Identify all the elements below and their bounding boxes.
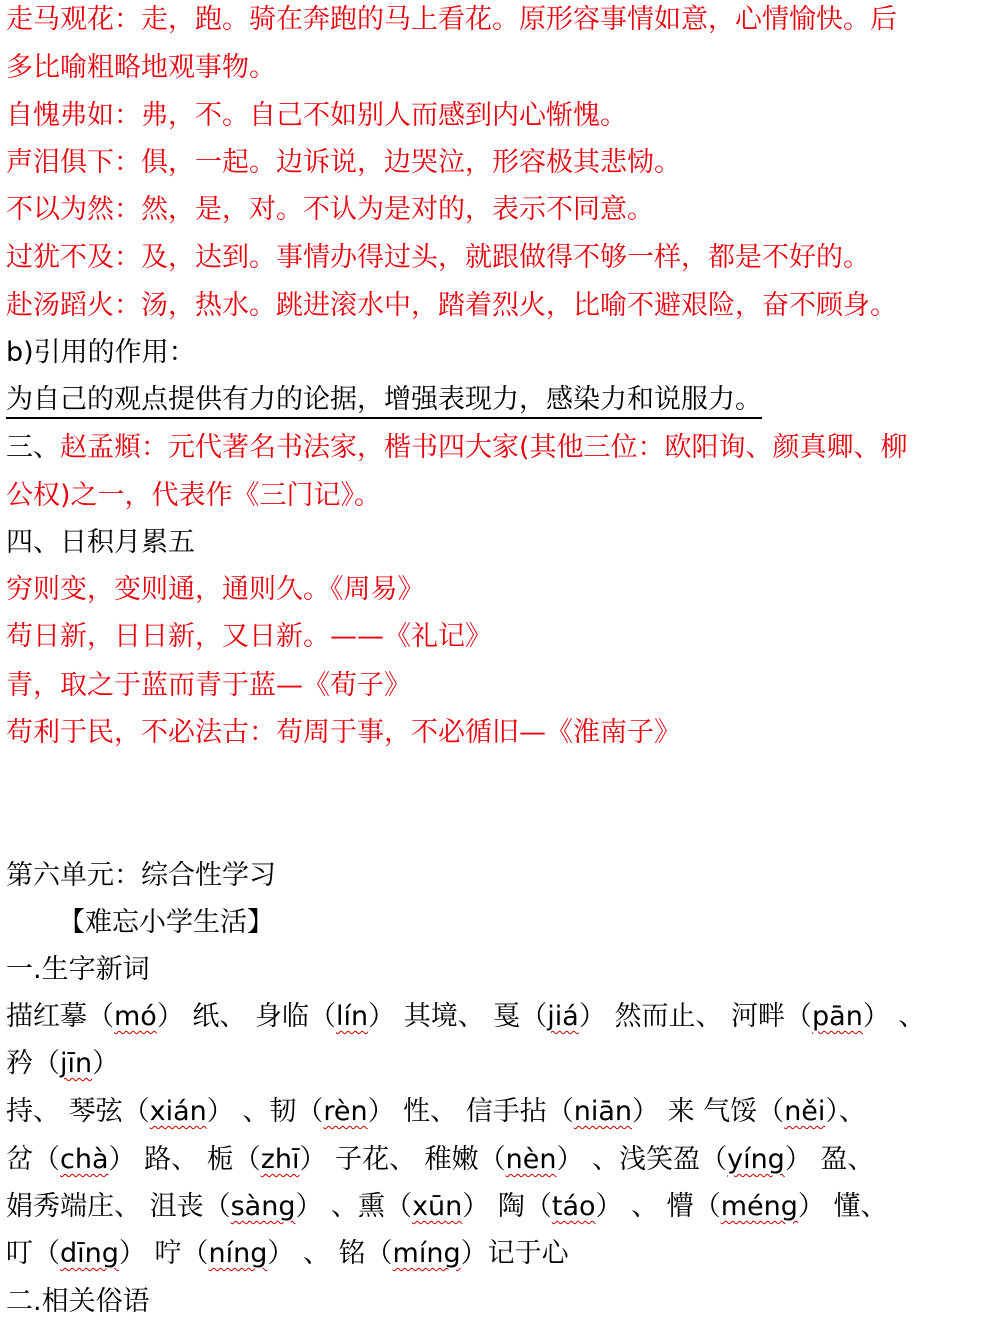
pinyin-annotation: xián xyxy=(149,1096,207,1127)
section-3-line-1 xyxy=(6,431,908,465)
vocab-line-1 xyxy=(6,1000,925,1034)
pinyin-annotation: xūn xyxy=(412,1191,463,1222)
pinyin-annotation: yíng xyxy=(727,1144,785,1175)
idiom-6: 赴汤蹈火：汤，热水。跳进滚水中，踏着烈火，比喻不避艰险，奋不顾身。 xyxy=(6,290,897,321)
quote-answer-text: 为自己的观点提供有力的论据，增强表现力，感染力和说服力。 xyxy=(6,384,762,419)
pinyin-annotation: chà xyxy=(60,1144,109,1175)
vocab-text: 岔（ xyxy=(6,1144,60,1175)
idiom-1-line-2: 多比喻粗略地观事物。 xyxy=(6,52,276,83)
section-3-line-2: 公权)之一，代表作《三门记》。 xyxy=(6,480,382,511)
saying-3: 青，取之于蓝而青于蓝—《荀子》 xyxy=(6,670,411,701)
vocab-text: ） 、 xyxy=(862,1001,926,1032)
pinyin-annotation: jīn xyxy=(60,1048,93,1079)
vocab-text: 叮（ xyxy=(6,1238,60,1269)
vocab-line-5 xyxy=(6,1190,887,1224)
vocab-text: ） 、 懵（ xyxy=(595,1191,721,1222)
pinyin-annotation: lín xyxy=(336,1001,369,1032)
vocab-text: ） 路、 栀（ xyxy=(108,1144,261,1175)
pinyin-annotation: jiá xyxy=(547,1001,579,1032)
vocab-heading: 一.生字新词 xyxy=(6,954,150,985)
idiom-5: 过犹不及：及，达到。事情办得过头，就跟做得不够一样，都是不好的。 xyxy=(6,242,870,273)
vocab-text: ） 、韧（ xyxy=(206,1096,324,1127)
vocab-line-6 xyxy=(6,1237,569,1271)
saying-2: 苟日新，日日新，又日新。——《礼记》 xyxy=(6,621,492,652)
pinyin-annotation: sàng xyxy=(230,1191,296,1222)
vocab-text: ） 来 气馁（ xyxy=(632,1096,785,1127)
vocab-text: ） xyxy=(92,1048,120,1079)
saying-1: 穷则变，变则通，通则久。《周易》 xyxy=(6,574,425,605)
pinyin-annotation: dīng xyxy=(60,1238,119,1269)
vocab-text: ） 咛（ xyxy=(118,1238,209,1269)
quote-answer xyxy=(6,383,762,417)
vocab-text: ） 懂、 xyxy=(797,1191,888,1222)
pinyin-annotation: méng xyxy=(720,1191,798,1222)
pinyin-annotation: nèn xyxy=(505,1144,557,1175)
idiom-2: 自愧弗如：弗，不。自己不如别人而感到内心惭愧。 xyxy=(6,100,627,131)
pinyin-annotation: niān xyxy=(573,1096,633,1127)
pinyin-annotation: rèn xyxy=(323,1096,368,1127)
quote-heading: b)引用的作用： xyxy=(6,337,196,368)
idiom-3: 声泪俱下：俱，一起。边诉说，边哭泣，形容极其悲恸。 xyxy=(6,147,681,178)
pinyin-annotation: pān xyxy=(812,1001,863,1032)
unit-6-subtitle: 【难忘小学生活】 xyxy=(58,907,274,938)
section-2-title: 二.相关俗语 xyxy=(6,1286,150,1317)
pinyin-annotation: zhī xyxy=(260,1144,300,1175)
idiom-4: 不以为然：然，是，对。不认为是对的，表示不同意。 xyxy=(6,194,654,225)
vocab-line-4 xyxy=(6,1143,874,1177)
saying-4: 苟利于民，不必法古：苟周于事，不必循旧—《淮南子》 xyxy=(6,717,681,748)
vocab-text: 矜（ xyxy=(6,1048,60,1079)
vocab-text: ） 子花、 稚嫩（ xyxy=(299,1144,506,1175)
idiom-1-line-1: 走马观花：走，跑。骑在奔跑的马上看花。原形容事情如意，心情愉快。后 xyxy=(6,4,897,35)
vocab-text: ） 、浅笑盈（ xyxy=(556,1144,728,1175)
vocab-text: ） 盈、 xyxy=(784,1144,875,1175)
vocab-text: ） 其境、 戛（ xyxy=(368,1001,548,1032)
vocab-text: ） 性、 信手拈（ xyxy=(367,1096,574,1127)
unit-6-title: 第六单元：综合性学习 xyxy=(6,860,276,891)
pinyin-annotation: mó xyxy=(114,1001,157,1032)
section-3-text: 赵孟頫：元代著名书法家，楷书四大家(其他三位：欧阳询、颜真卿、柳 xyxy=(60,432,908,463)
vocab-text: 持、 琴弦（ xyxy=(6,1096,150,1127)
vocab-line-2 xyxy=(6,1047,119,1081)
vocab-text: ）记于心 xyxy=(460,1238,569,1269)
vocab-text: ） 陶（ xyxy=(462,1191,552,1222)
vocab-text: ） 、熏（ xyxy=(295,1191,413,1222)
vocab-text: ） 然而止、 河畔（ xyxy=(578,1001,813,1032)
pinyin-annotation: táo xyxy=(551,1191,596,1222)
vocab-text: 描红摹（ xyxy=(6,1001,114,1032)
vocab-text: ）、 xyxy=(825,1096,866,1127)
vocab-text: ） 、 铭（ xyxy=(267,1238,393,1269)
pinyin-annotation: níng xyxy=(208,1238,268,1269)
vocab-text: ） 纸、 身临（ xyxy=(156,1001,336,1032)
pinyin-annotation: míng xyxy=(392,1238,461,1269)
vocab-text: 娟秀端庄、 沮丧（ xyxy=(6,1191,231,1222)
vocab-line-3 xyxy=(6,1095,866,1129)
section-4-title: 四、日积月累五 xyxy=(6,527,195,558)
pinyin-annotation: něi xyxy=(784,1096,826,1127)
section-3-prefix: 三、 xyxy=(6,432,60,463)
